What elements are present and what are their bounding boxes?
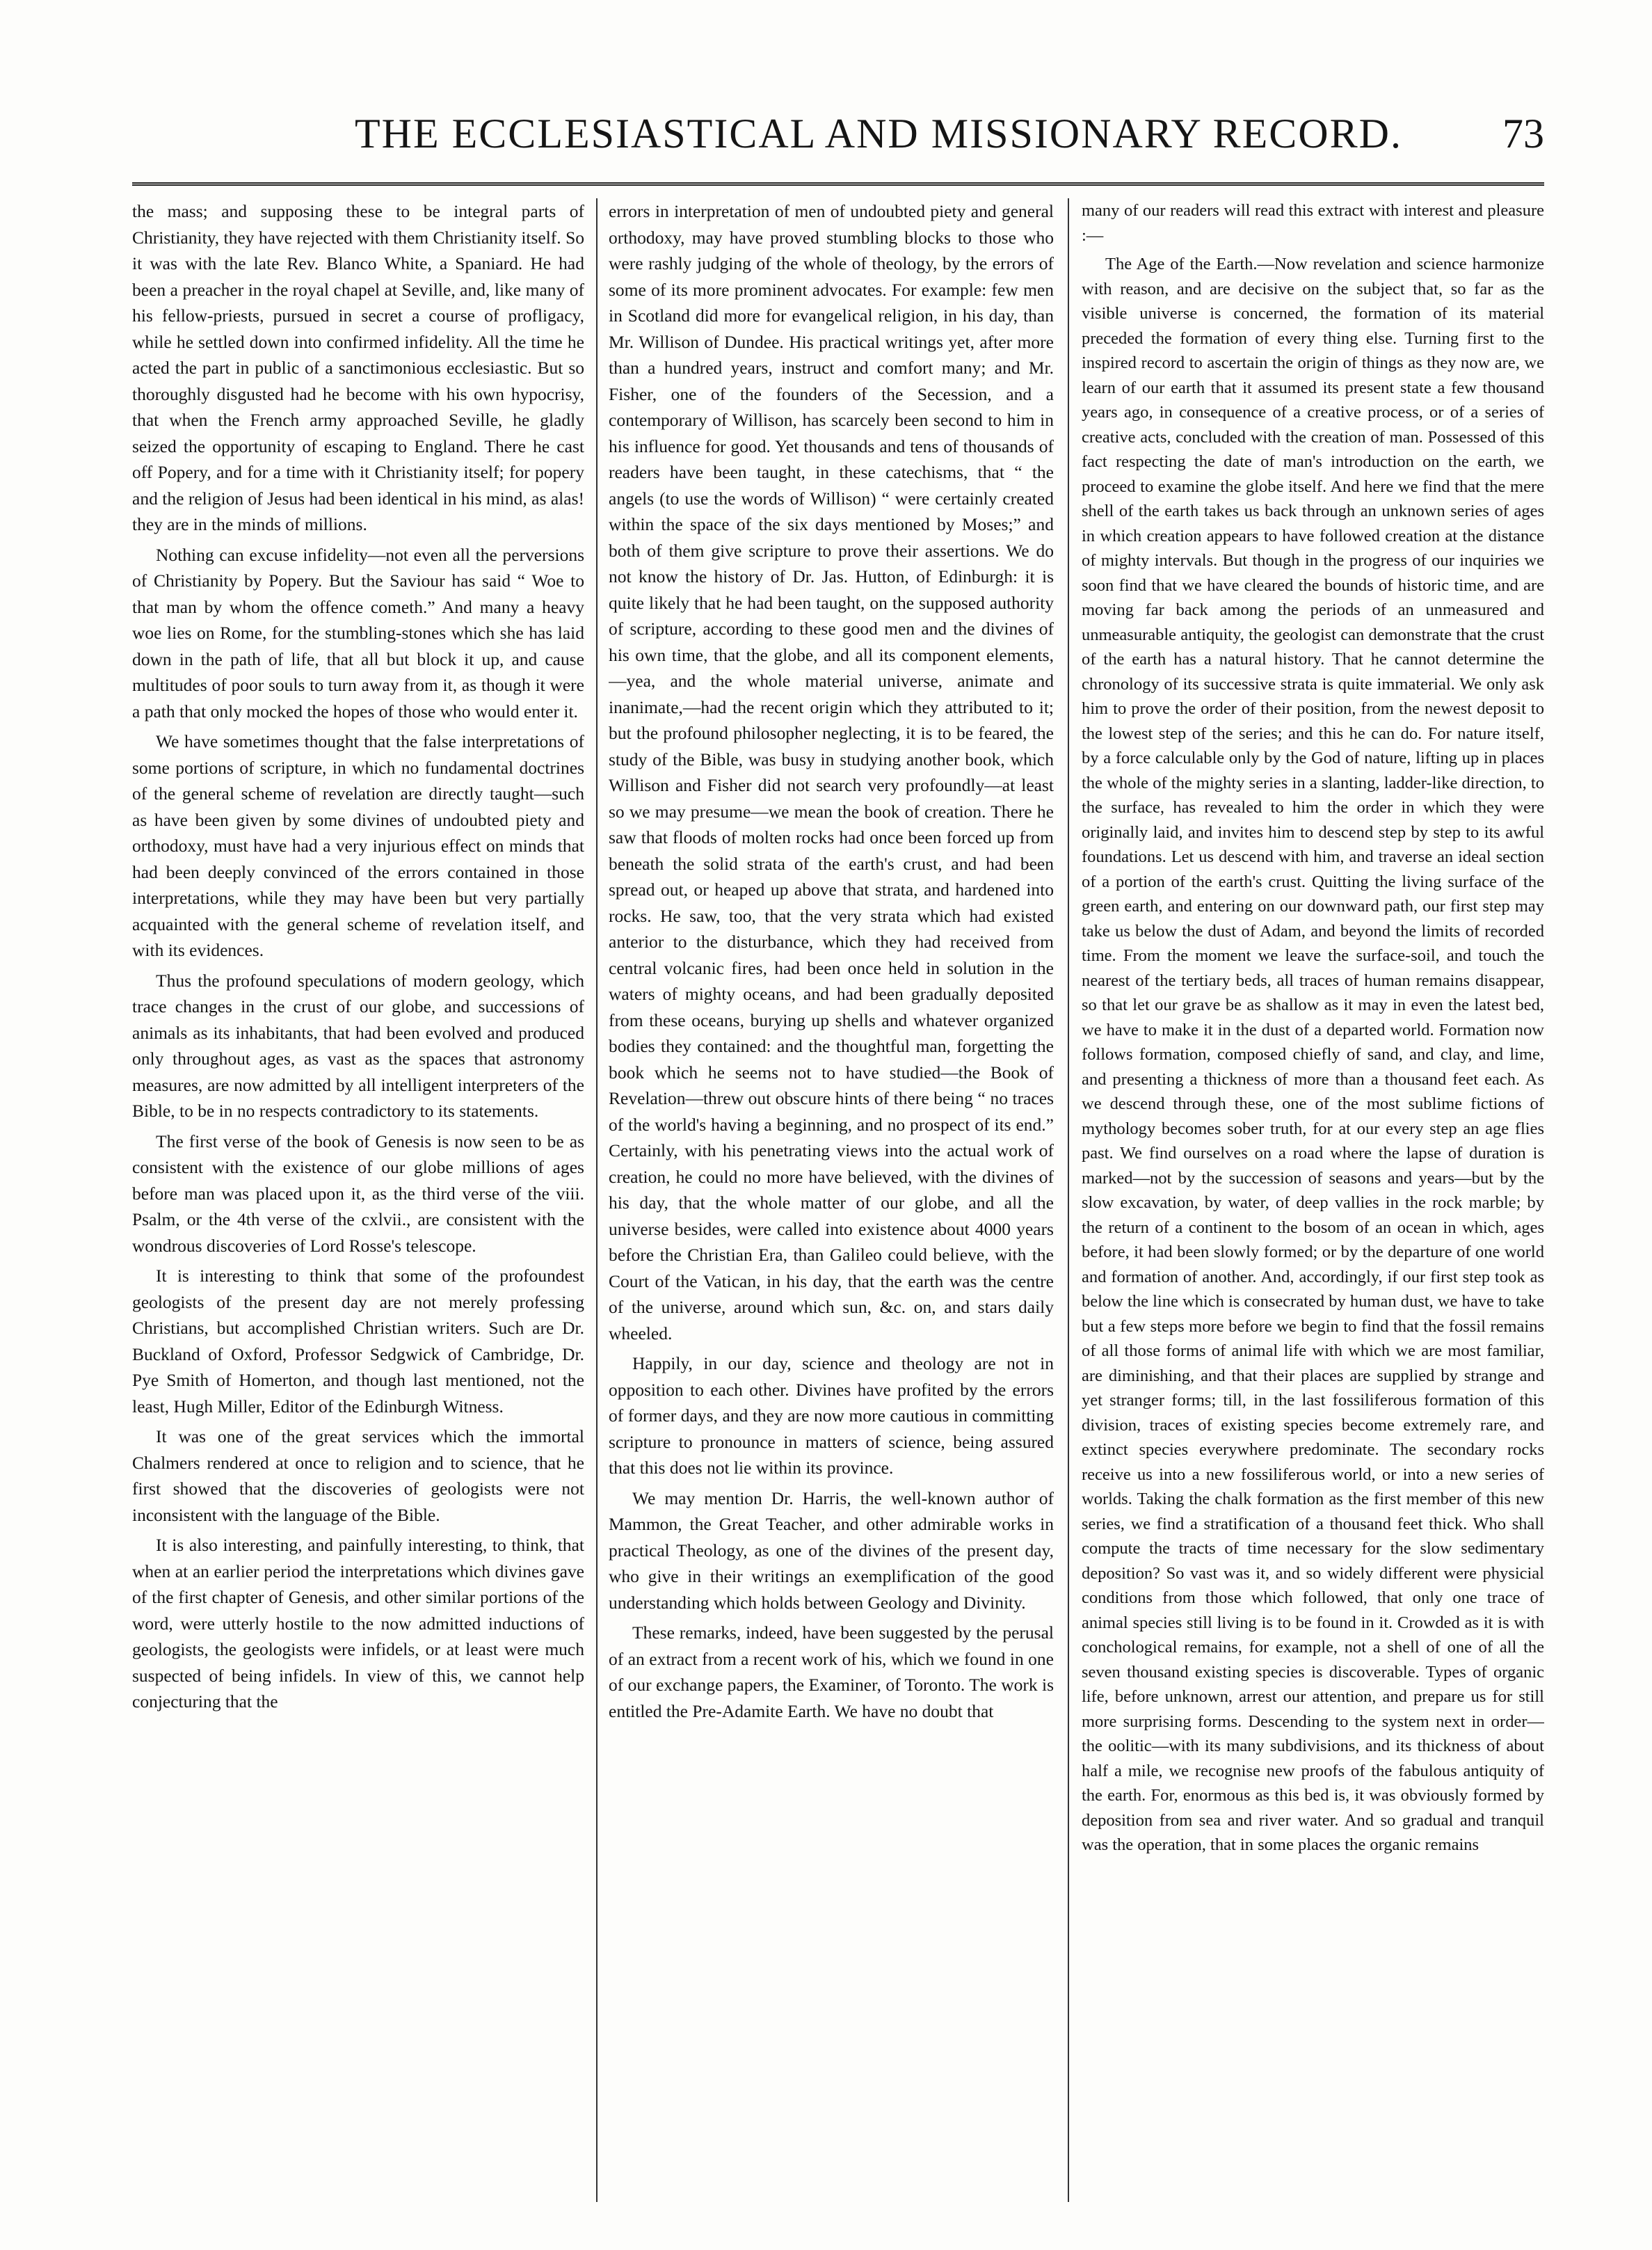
paragraph: many of our readers will read this extract with interest and pleasure :— — [1082, 201, 1544, 245]
paragraph: These remarks, indeed, have been suggested by the perusal of an extract from a recent work of his, which we found in one of our exchange papers, the Examiner, of Toronto. The work is entitled the Pre-Adamite Earth. We have no doubt that — [609, 1622, 1054, 1721]
paragraph: It is also interesting, and painfully interesting, to think, that when at an earlier period the interpretations which divines gave of the first chapter of Genesis, and other similar portions of the word, were utterly hostile to the now admitted inductions of geologists, the geologists were infidels, or at least were much suspected of being infidels. In view of this, we cannot help conjecturing that the — [132, 1535, 584, 1712]
column-1 — [132, 198, 584, 2209]
column-2 — [609, 198, 1054, 2209]
header-rule — [132, 182, 1544, 188]
paragraph: errors in interpretation of men of undoubted piety and general orthodoxy, may have proved stumbling blocks to those who were rashly judging of the whole of theology, by the errors of some of its more prominent advocates. For example: few men in Scotland did more for evangelical religion, in his day, than Mr. Willison of Dundee. His practical writings yet, after more than a hundred years, instruct and comfort many; and Mr. Fisher, one of the founders of the Secession, and a contemporary of Willison, has scarcely been second to him in his influence for good. Yet thousands and tens of thousands of readers have been taught, in these catechisms, that “ the angels (to use the words of Willison) “ were certainly created within the space of the six days mentioned by Moses;” and both of them give scripture to prove their assertions. We do not know the history of Dr. Jas. Hutton, of Edinburgh: it is quite likely that he had been taught, on the supposed authority of scripture, according to these good men and the divines of his own time, that the globe, and all its component elements,—yea, and the whole material universe, animate and inanimate,—had the recent origin which they attributed to it; but the profound philosopher neglecting, it is to be feared, the study of the Bible, was busy in studying another book, which Willison and Fisher did not search very profoundly—at least so we may presume—we mean the book of creation. There he saw that floods of molten rocks had once been forced up from beneath the solid strata of the earth's crust, and had been spread out, or heaped up above that strata, and hardened into rocks. He saw, too, that the very strata which had existed anterior to the disturbance, which they had received from central volcanic fires, had been once held in solution in the waters of mighty oceans, and had been gradually deposited from these oceans, burying up shells and whatever organized bodies they contained: and the thoughtful man, forgetting the book which he seems not to have studied—the Book of Revelation—threw out obscure hints of there being “ no traces of the world's having a beginning, and no prospect of its end.” Certainly, with his penetrating views into the actual work of creation, he could no more have believed, with the divines of his day, that the whole matter of our globe, and all the universe besides, were called into existence about 4000 years before the Christian Era, than Galileo could believe, with the Court of the Vatican, in his day, that the earth was the centre of the universe, around which sun, &c. on, and stars daily wheeled. — [609, 201, 1054, 1343]
paragraph: Happily, in our day, science and theology are not in opposition to each other. Divines have profited by the errors of former days, and they are now more cautious in committing scripture to pronounce in matters of science, being assured that this does not lie within its province. — [609, 1353, 1054, 1478]
running-title: THE ECCLESIASTICAL AND MISSIONARY RECORD. — [355, 111, 1402, 157]
paragraph: The Age of the Earth.—Now revelation and science harmonize with reason, and are decisive on the subject that, so far as the visible universe is concerned, the formation of its material preceded the formation of every thing else. Turning first to the inspired record to ascertain the origin of things as they now are, we learn of our earth that it assumed its present state a few thousand years ago, in consequence of a creative process, or of a series of creative acts, concluded with the creation of man. Possessed of this fact respecting the date of man's introduction on the earth, we proceed to examine the globe itself. And here we find that the mere shell of the earth takes us back through an unknown series of ages in which creation appears to have followed creation at the distance of mighty intervals. But though in the progress of our inquiries we soon find that we have cleared the bounds of historic time, and are moving far back among the periods of an unmeasured and unmeasurable antiquity, the geologist can demonstrate that the crust of the earth has a natural history. That he cannot determine the chronology of its successive strata is quite immaterial. We only ask him to prove the order of their position, from the newest deposit to the lowest step of the series; and this he can do. For nature itself, by a force calculable only by the God of nature, lifting up in places the whole of the mighty series in a slanting, ladder-like direction, to the surface, has revealed to him the order in which they were originally laid, and invites him to descend step by step to its awful foundations. Let us descend with him, and traverse an ideal section of a portion of the earth's crust. Quitting the living surface of the green earth, and entering on our downward path, our first step may take us below the dust of Adam, and beyond the limits of recorded time. From the moment we leave the surface-soil, and touch the nearest of the tertiary beds, all traces of human remains disappear, so that let our grave be as shallow as it may in even the latest bed, we have to make it in the dust of a departed world. Formation now follows formation, composed chiefly of sand, and clay, and lime, and presenting a thickness of more than a thousand feet each. As we descend through these, one of the most sublime fictions of mythology becomes sober truth, for at our every step an age flies past. We find ourselves on a road where the lapse of duration is marked—not by the succession of seasons and years—but by the slow excavation, by water, of deep vallies in the rock marble; by the return of a continent to the bosom of an ocean in which, ages before, it had been slowly formed; or by the departure of one world and formation of another. And, accordingly, if our first step took as below the line which is consecrated by human dust, we have to take but a few steps more before we begin to find that the fossil remains of all those forms of animal life with which we are most familiar, are diminishing, and that their places are supplied by strange and yet stranger forms; till, in the last fossiliferous formation of this division, traces of existing species become extremely rare, and extinct species everywhere predominate. The secondary rocks receive us into a new fossiliferous world, or into a new series of worlds. Taking the chalk formation as the first member of this new series, we find a stratification of a thousand feet thick. Who shall compute the tracts of time necessary for the slow sedimentary deposition? So vast was it, and so widely different were physicial conditions from those which followed, that only one trace of animal species still living is to be found in it. Crowded as it is with conchological remains, for example, not a shell of one of all the seven thousand existing species is discoverable. Types of organic life, before unknown, arrest our attention, and prepare us for still more surprising forms. Descending to the system next in order—the oolitic—with its many subdivisions, and its thickness of about half a mile, we recognise new proofs of the fabulous antiquity of the earth. For, enormous as this bed is, it was obviously formed by deposition from sea and river water. And so gradual and tranquil was the operation, that in some places the organic remains — [1082, 255, 1544, 1854]
paragraph: It was one of the great services which the immortal Chalmers rendered at once to religion and to science, that he first showed that the discoveries of geologists were not inconsistent with the language of the Bible. — [132, 1426, 584, 1525]
paragraph: the mass; and supposing these to be integral parts of Christianity, they have rejected with them Christianity itself. So it was with the late Rev. Blanco White, a Spaniard. He had been a preacher in the royal chapel at Seville, and, like many of his fellow-priests, pursued in secret a course of profligacy, while he settled down into confirmed infidelity. All the time he acted the part in public of a sanctimonious ecclesiastic. But so thoroughly disgusted had he become with his own hypocrisy, that when the French army approached Seville, he gladly seized the opportunity of escaping to England. There he cast off Popery, and for a time with it Christianity itself; for popery and the religion of Jesus had been identical in his mind, as alas! they are in the minds of millions. — [132, 201, 584, 534]
column-rule — [1068, 198, 1069, 2202]
column-rule — [596, 198, 598, 2202]
page-header — [132, 104, 1544, 181]
page-number: 73 — [1502, 111, 1544, 157]
paragraph: Nothing can excuse infidelity—not even all the perversions of Christianity by Popery. But the Saviour has said “ Woe to that man by whom the offence cometh.” And many a heavy woe lies on Rome, for the stumbling-stones which she has laid down in the path of life, that all but block it up, and cause multitudes of poor souls to turn away from it, as though it were a path that only mocked the hopes of those who would enter it. — [132, 544, 584, 721]
paragraph: The first verse of the book of Genesis is now seen to be as consistent with the existence of our globe millions of ages before man was placed upon it, as the third verse of the viii. Psalm, or the 4th verse of the cxlvii., are consistent with the wondrous discoveries of Lord Rosse's telescope. — [132, 1131, 584, 1256]
paragraph: Thus the profound speculations of modern geology, which trace changes in the crust of our globe, and successions of animals as its inhabitants, that had been evolved and produced only throughout ages, as vast as the spaces that astronomy measures, are now admitted by all intelligent interpreters of the Bible, to be in no respects contradictory to its statements. — [132, 970, 584, 1121]
paragraph: We have sometimes thought that the false interpretations of some portions of scripture, in which no fundamental doctrines of the general scheme of revelation are directly taught—such as have been given by some divines of undoubted piety and orthodoxy, must have had a very injurious effect on minds that had been deeply convinced of the errors contained in those interpretations, while they may have been but very partially acquainted with the general scheme of revelation itself, and with its evidences. — [132, 731, 584, 960]
paragraph: We may mention Dr. Harris, the well-known author of Mammon, the Great Teacher, and other admirable works in practical Theology, as one of the divines of the present day, who give in their writings an exemplification of the good understanding which holds between Geology and Divinity. — [609, 1487, 1054, 1613]
column-3 — [1082, 198, 1544, 2209]
paragraph: It is interesting to think that some of the profoundest geologists of the present day are not merely professing Christians, but accomplished Christian writers. Such are Dr. Buckland of Oxford, Professor Sedgwick of Cambridge, Dr. Pye Smith of Homerton, and though last mentioned, not the least, Hugh Miller, Editor of the Edinburgh Witness. — [132, 1266, 584, 1417]
